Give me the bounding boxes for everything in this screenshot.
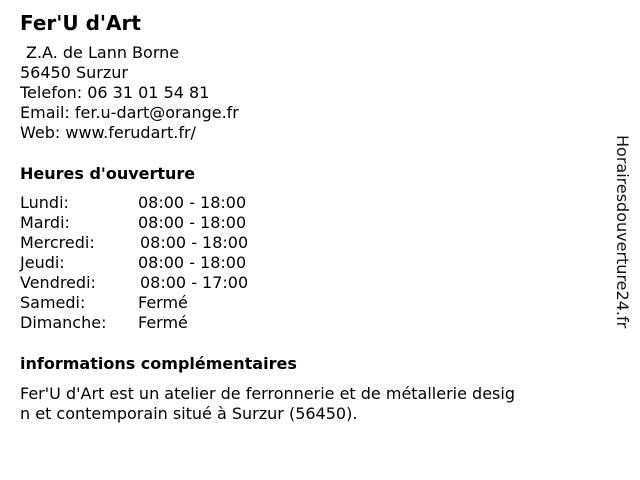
day-label: Samedi: [20, 293, 86, 312]
day-label: Vendredi: [20, 273, 96, 292]
day-label: Mercredi: [20, 233, 95, 252]
email-text: Email: fer.u-dart@orange.fr [20, 103, 239, 122]
hours-row-thursday [20, 253, 320, 273]
hours-row-sunday [20, 313, 320, 333]
business-name: Fer'U d'Art [20, 11, 141, 35]
hours-table [20, 193, 320, 333]
phone-text: Telefon: 06 31 01 54 81 [20, 83, 210, 102]
time-value: 08:00 - 18:00 [138, 213, 247, 232]
time-value: 08:00 - 18:00 [138, 193, 247, 212]
address-street: Z.A. de Lann Borne [26, 43, 180, 62]
time-value: Fermé [138, 313, 188, 332]
day-label: Jeudi: [20, 253, 65, 272]
time-value: 08:00 - 18:00 [140, 233, 249, 252]
web-text: Web: www.ferudart.fr/ [20, 123, 196, 142]
hours-row-monday [20, 193, 320, 213]
info-heading: informations complémentaires [20, 354, 297, 373]
hours-row-friday [20, 273, 320, 293]
hours-heading: Heures d'ouverture [20, 164, 196, 183]
contact-block [20, 43, 239, 143]
time-value: 08:00 - 18:00 [138, 253, 247, 272]
day-label: Mardi: [20, 213, 70, 232]
day-label: Dimanche: [20, 313, 107, 332]
hours-row-wednesday [20, 233, 320, 253]
address-city: 56450 Surzur [20, 63, 128, 82]
site-watermark: Horairesdouverture24.fr [613, 135, 632, 329]
time-value: 08:00 - 17:00 [140, 273, 249, 292]
time-value: Fermé [138, 293, 188, 312]
hours-row-saturday [20, 293, 320, 313]
hours-row-tuesday [20, 213, 320, 233]
info-text: Fer'U d'Art est un atelier de ferronnerie et de métallerie design et contemporain situé à Surzur (56450). [20, 384, 515, 423]
day-label: Lundi: [20, 193, 69, 212]
